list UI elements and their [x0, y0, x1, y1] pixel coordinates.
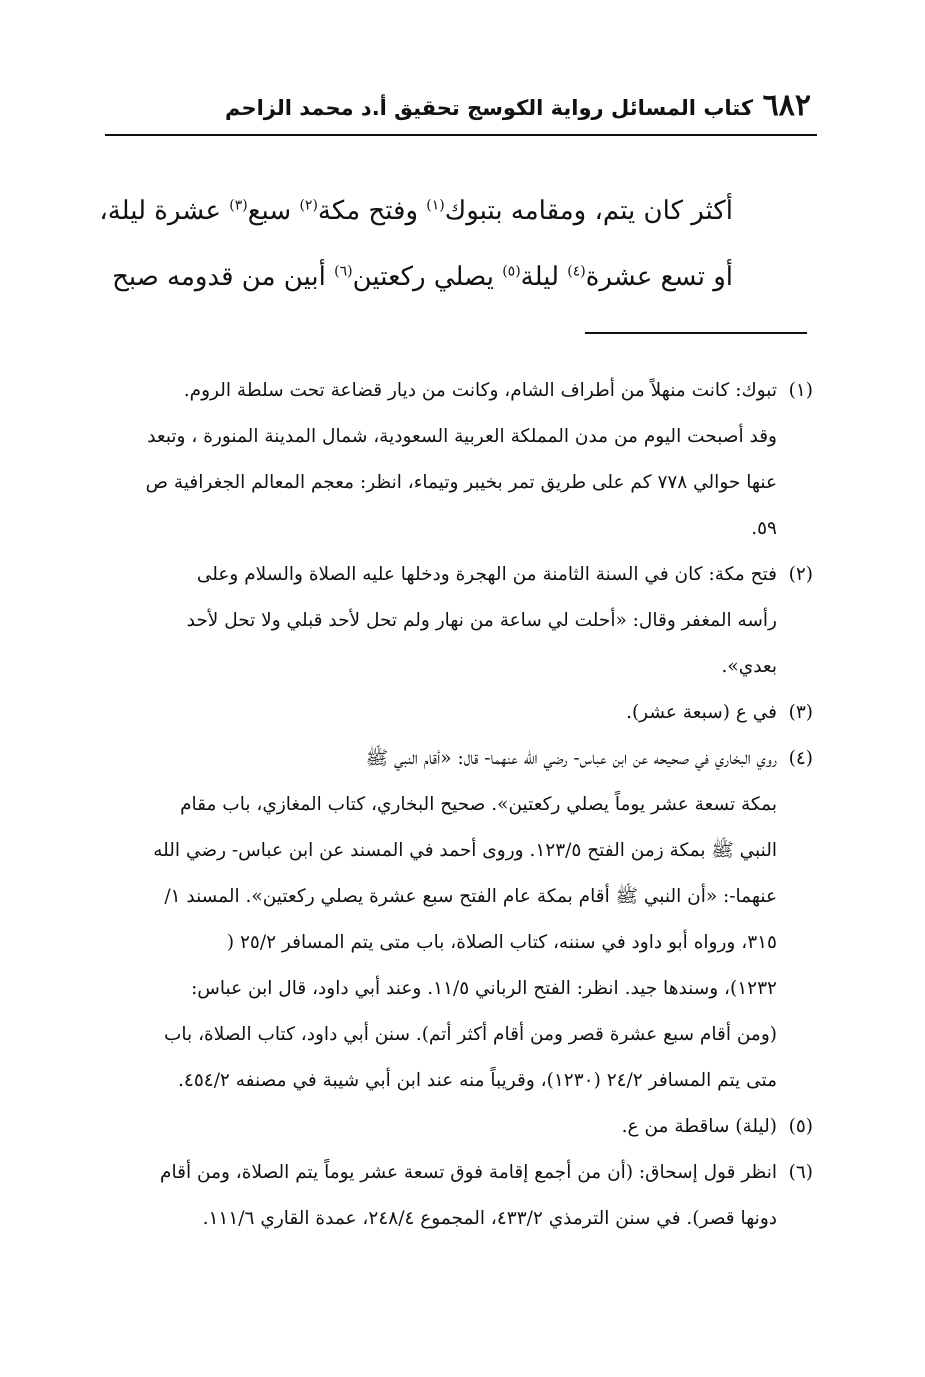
footnote-5: [95, 1104, 813, 1150]
footnote-line: في ع (سبعة عشر).: [626, 702, 777, 723]
footnote-reference: (١): [426, 197, 445, 214]
footnote-line: تبوك: كانت منهلاً من أطراف الشام، وكانت من ديار قضاعة تحت سلطة الروم.: [183, 380, 777, 401]
footnote-line: (ومن أقام سبع عشرة قصر ومن أقام أكثر أتم). سنن أبي داود، كتاب الصلاة، باب: [163, 1024, 777, 1045]
footnote-number: (٥): [788, 1116, 813, 1137]
footnote-line: ٥٩.: [751, 518, 777, 539]
footnote-number: (٢): [788, 564, 813, 585]
running-title: كتاب المسائل رواية الكوسج تحقيق أ.د محمد الزاحم: [225, 96, 754, 120]
footnote-line: روي البخاري في صحيحه عن ابن عباس- رضي الله عنهما- قال: «أقام النبي ﷺ: [365, 748, 777, 769]
footnote-reference: (٦): [334, 263, 353, 280]
footnote-divider: [585, 332, 807, 334]
footnote-1: [95, 368, 813, 552]
footnote-line: انظر قول إسحاق: (أن من أجمع إقامة فوق تسعة عشر يوماً يتم الصلاة، ومن أقام: [160, 1162, 777, 1183]
footnote-4: [95, 736, 813, 1104]
footnote-2: [95, 552, 813, 690]
footnote-line: وقد أصبحت اليوم من مدن المملكة العربية السعودية، شمال المدينة المنورة ، وتبعد: [147, 426, 777, 447]
footnote-number: (٣): [788, 702, 813, 723]
main-text-line: أكثر كان يتم، ومقامه بتبوك$^{(١)}$ وفتح مكة$^{(٢)}$ سبع$^{(٣)}$ عشرة ليلة،: [99, 196, 733, 226]
footnote-line: عنها حوالي ٧٧٨ كم على طريق تمر بخيبر وتيماء، انظر: معجم المعالم الجغرافية ص: [145, 472, 777, 493]
footnote-number: (٦): [788, 1162, 813, 1183]
footnote-line: دونها قصر). في سنن الترمذي ٤٣٣/٢، المجموع ٢٤٨/٤، عمدة القاري ١١١/٦.: [202, 1208, 777, 1229]
main-text: [93, 178, 733, 310]
footnote-line: ٣١٥، ورواه أبو داود في سننه، كتاب الصلاة، باب متى يتم المسافر ٢٥/٢ (: [226, 932, 777, 953]
footnote-number: (٤): [788, 748, 813, 769]
footnote-line: بمكة تسعة عشر يوماً يصلي ركعتين». صحيح البخاري، كتاب المغازي، باب مقام: [180, 794, 777, 815]
page-number: ٦٨٢: [762, 88, 811, 123]
footnote-line: بعدي».: [721, 656, 777, 677]
footnotes: [95, 368, 813, 1242]
footnote-line: عنهما-: «أن النبي ﷺ أقام بمكة عام الفتح سبع عشرة يصلي ركعتين». المسند ١/: [164, 886, 777, 907]
footnote-reference: (٣): [229, 197, 248, 214]
running-header: [105, 88, 817, 136]
main-text-line: أو تسع عشرة$^{(٤)}$ ليلة$^{(٥)}$ يصلي ركعتين$^{(٦)}$ أبين من قدومه صبح: [112, 262, 733, 292]
footnote-line: متى يتم المسافر ٢٤/٢ (١٢٣٠)، وقريباً منه عند ابن أبي شيبة في مصنفه ٤٥٤/٢.: [178, 1070, 777, 1091]
footnote-3: [95, 690, 813, 736]
footnote-reference: (٤): [567, 263, 586, 280]
footnote-line: (ليلة) ساقطة من ع.: [621, 1116, 777, 1137]
footnote-reference: (٢): [299, 197, 318, 214]
footnote-line: رأسه المغفر وقال: «أحلت لي ساعة من نهار ولم تحل لأحد قبلي ولا تحل لأحد: [186, 610, 777, 631]
footnote-number: (١): [788, 380, 813, 401]
footnote-reference: (٥): [502, 263, 521, 280]
footnote-line: فتح مكة: كان في السنة الثامنة من الهجرة ودخلها عليه الصلاة والسلام وعلى: [196, 564, 777, 585]
footnote-6: [95, 1150, 813, 1242]
footnote-line: النبي ﷺ بمكة زمن الفتح ١٢٣/٥. وروى أحمد في المسند عن ابن عباس- رضي الله: [153, 840, 777, 861]
footnote-line: ١٢٣٢)، وسندها جيد. انظر: الفتح الرباني ١١/٥. وعند أبي داود، قال ابن عباس:: [191, 978, 777, 999]
